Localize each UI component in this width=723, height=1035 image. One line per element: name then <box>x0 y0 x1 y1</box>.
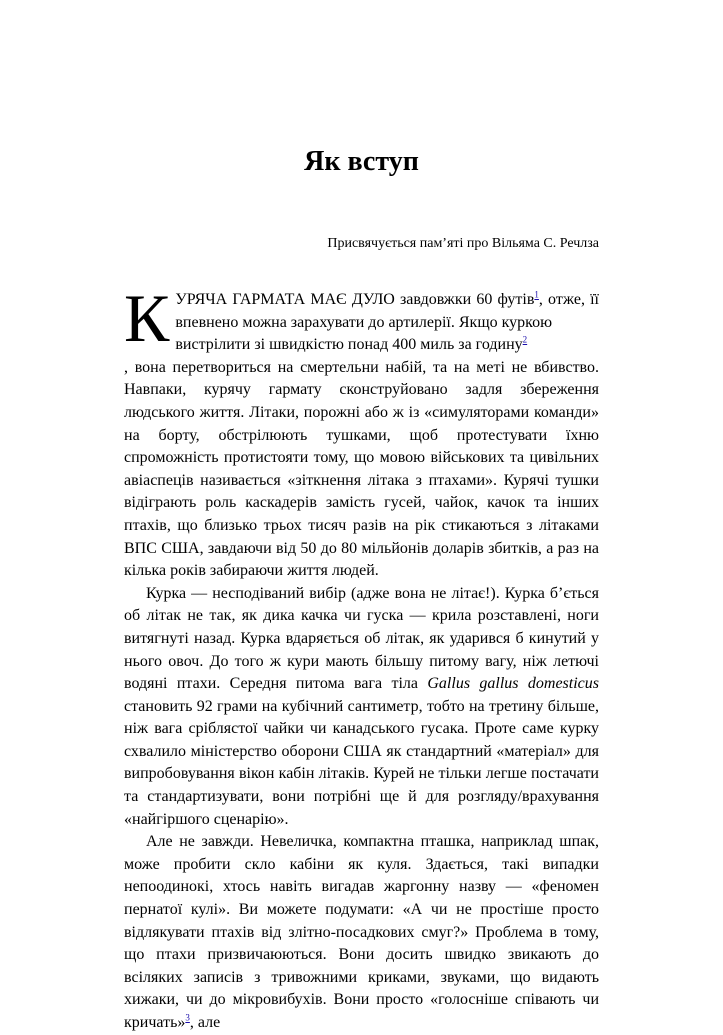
dedication: Присвячується пам’яті про Вільяма С. Речлза <box>327 236 599 251</box>
drop-cap: К <box>124 280 170 356</box>
paragraph-3-text-a: Але не завжди. Невеличка, компактна пташка, наприклад шпак, може пробити скло кабіни як куля. Здається, такі випадки непоодинокі, хтось навіть вигадав жаргонну назву — «феномен пернатої кулі». Ви можете подумати: «А чи не простіше просто відлякувати птахів від злітно-посадкових смуг?» Проблема в тому, що птахи призвичаюються. Вони досить швидко звикають до всіляких записів з тривожними криками, звуками, що видають хижаки, чи до мікровибухів. Вони просто «голосніше співають чи кричать» <box>124 833 599 1031</box>
species-name: Gallus gallus domesticus <box>427 675 599 693</box>
paragraph-1-text-b: , отже, її впевнено можна зарахувати до артилерії. Якщо куркою <box>175 291 599 331</box>
footnote-link-1[interactable]: 1 <box>534 289 539 300</box>
chapter-body <box>124 280 599 1035</box>
paragraph-2-text-a: Курка — несподіваний вибір (адже вона не літає!). Курка б’ється об літак не так, як дика качка чи гуска — крила розставлені, ноги витягнуті назад. Курка вдаряється об літак, як ударився б кинутий у нього овоч. До того ж кури мають більшу питому вагу, ніж летючі водяні птахи. Середня питома вага тіла <box>124 584 599 693</box>
paragraph-1-indented-line <box>124 334 599 357</box>
paragraph-1 <box>124 280 599 357</box>
footnote-link-2[interactable]: 2 <box>522 334 528 345</box>
paragraph-1-continued <box>124 357 599 583</box>
paragraph-3-text-b: , але <box>189 1014 221 1031</box>
paragraph-2 <box>124 583 599 832</box>
paragraph-1-text-d: , вона перетвориться на смертельни набій, та на меті не вбивство. Навпаки, курячу гармату сконструйовано задля збереження людського життя. Літаки, порожні або ж із «симуляторами команди» на борту, обстрілюють тушками, щоб протестувати їхню спроможність протистояти тому, що мовою військових та цивільних авіаспеців називається «зіткнення літака з птахами». Курячі тушки відіграють роль каскадерів замість гусей, чайок, качок та інших птахів, що близько трьох тисяч разів на рік стикаються з літаками ВПС США, завдаючи від 50 до 80 мільйонів доларів збитків, а раз на кілька років забираючи життя людей. <box>124 358 599 580</box>
paragraph-2-text-b: становить 92 грами на кубічний сантиметр, тобто на третину більше, ніж вага сріблястої чайки чи канадського гусака. Проте саме курку схвалило міністерство оборони США як стандартний «матеріал» для випробовування вікон кабін літаків. Курей не тільки легше постачати та стандартизувати, вони потрібні ще й для розгляду/врахування «найгіршого сценарію». <box>124 697 599 828</box>
footnote-link-3[interactable]: 3 <box>185 1012 190 1023</box>
chapter-title: Як вступ <box>304 146 419 177</box>
paragraph-1-text-c: вистрілити зі швидкістю понад 400 миль за годину <box>175 336 523 354</box>
paragraph-3 <box>124 831 599 1034</box>
paragraph-1-text-a: УРЯЧА ГАРМАТА МАЄ ДУЛО завдовжки 60 футів <box>175 291 535 308</box>
